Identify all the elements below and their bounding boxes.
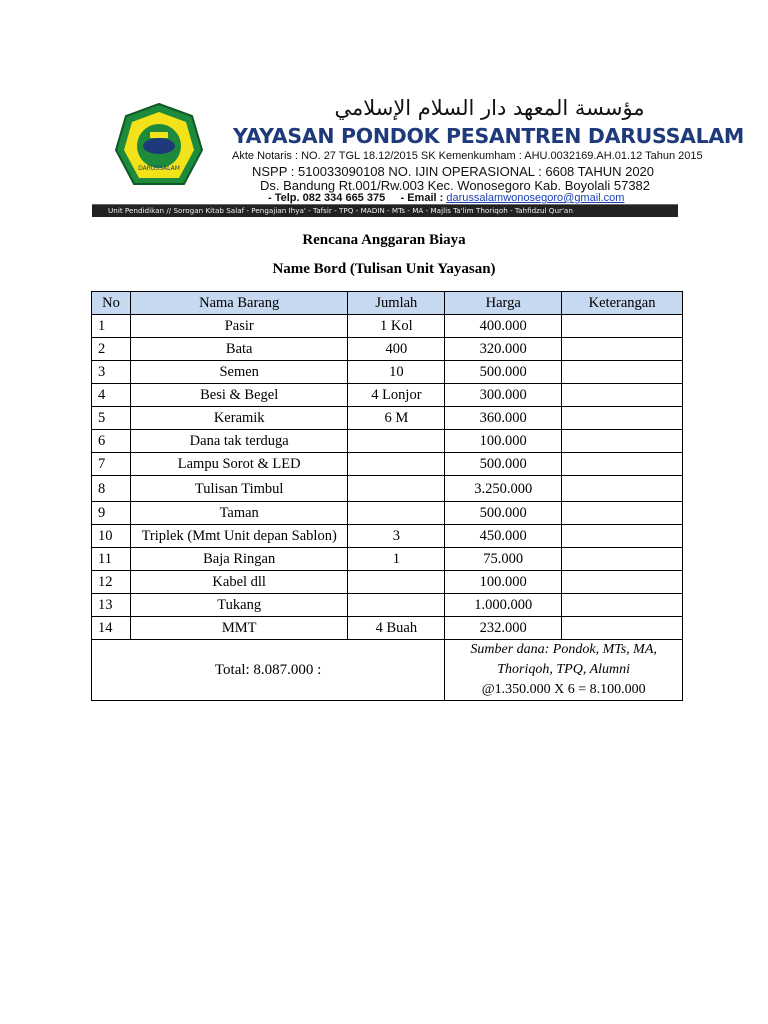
cell-harga: 75.000 <box>445 548 562 571</box>
cell-nama-barang: Tukang <box>130 594 347 617</box>
cell-jumlah: 400 <box>348 338 445 361</box>
cell-jumlah <box>348 571 445 594</box>
table-row <box>92 430 683 453</box>
cell-keterangan <box>562 315 683 338</box>
cell-nama-barang: Semen <box>130 361 347 384</box>
cell-harga: 100.000 <box>445 571 562 594</box>
cell-keterangan <box>562 407 683 430</box>
cell-nama-barang: Baja Ringan <box>130 548 347 571</box>
cell-jumlah <box>348 502 445 525</box>
cell-jumlah: 6 M <box>348 407 445 430</box>
cell-nama-barang: Lampu Sorot & LED <box>130 453 347 476</box>
cell-no: 10 <box>92 525 131 548</box>
cell-no: 8 <box>92 476 131 502</box>
cell-nama-barang: Besi & Begel <box>130 384 347 407</box>
cell-harga: 232.000 <box>445 617 562 640</box>
cell-nama-barang: Keramik <box>130 407 347 430</box>
table-row <box>92 361 683 384</box>
table-row <box>92 407 683 430</box>
cell-no: 5 <box>92 407 131 430</box>
cell-harga: 500.000 <box>445 453 562 476</box>
units-bar <box>92 204 678 217</box>
total-amount: Total: 8.087.000 : <box>92 640 445 701</box>
cell-keterangan <box>562 548 683 571</box>
cell-no: 7 <box>92 453 131 476</box>
cell-no: 14 <box>92 617 131 640</box>
cell-jumlah: 1 Kol <box>348 315 445 338</box>
table-row <box>92 525 683 548</box>
header-no: No <box>92 292 131 315</box>
cell-nama-barang: Pasir <box>130 315 347 338</box>
cell-harga: 450.000 <box>445 525 562 548</box>
cell-harga: 400.000 <box>445 315 562 338</box>
table-row <box>92 617 683 640</box>
cell-harga: 500.000 <box>445 502 562 525</box>
table-row <box>92 548 683 571</box>
table-row <box>92 571 683 594</box>
cell-no: 12 <box>92 571 131 594</box>
table-row <box>92 315 683 338</box>
table-row <box>92 338 683 361</box>
header-harga: Harga <box>445 292 562 315</box>
cell-jumlah: 10 <box>348 361 445 384</box>
cell-nama-barang: Triplek (Mmt Unit depan Sablon) <box>130 525 347 548</box>
cell-no: 11 <box>92 548 131 571</box>
funding-source-text: Sumber dana: Pondok, MTs, MA, Thoriqoh, TPQ, Alumni <box>470 642 657 677</box>
cell-no: 1 <box>92 315 131 338</box>
registration-line: NSPP : 510033090108 NO. IJIN OPERASIONAL : 6608 TAHUN 2020 <box>252 164 655 179</box>
header-nama-barang: Nama Barang <box>130 292 347 315</box>
cell-keterangan <box>562 476 683 502</box>
document-title: Rencana Anggaran Biaya <box>302 232 466 248</box>
cell-harga: 360.000 <box>445 407 562 430</box>
total-row <box>92 640 683 701</box>
cell-nama-barang: MMT <box>130 617 347 640</box>
phone-text: - Telp. 082 334 665 375 <box>268 192 386 204</box>
cell-jumlah: 4 Buah <box>348 617 445 640</box>
cell-keterangan <box>562 617 683 640</box>
cell-nama-barang: Tulisan Timbul <box>130 476 347 502</box>
email-link[interactable]: darussalamwonosegoro@gmail.com <box>446 192 625 204</box>
table-row <box>92 453 683 476</box>
cell-nama-barang: Dana tak terduga <box>130 430 347 453</box>
units-text: Unit Pendidikan // Sorogan Kitab Salaf - Pengajian Ihya' - Tafsir - TPQ - MADIN - MTs - MA - Majlis Ta'lim Thoriqoh - Tahfidzul Qur'an <box>108 206 573 215</box>
cell-jumlah <box>348 453 445 476</box>
cell-no: 9 <box>92 502 131 525</box>
cell-jumlah <box>348 476 445 502</box>
cell-jumlah: 3 <box>348 525 445 548</box>
table-row <box>92 594 683 617</box>
cell-nama-barang: Taman <box>130 502 347 525</box>
cell-nama-barang: Bata <box>130 338 347 361</box>
cell-keterangan <box>562 525 683 548</box>
cell-keterangan <box>562 594 683 617</box>
email-label: - Email : <box>400 192 444 204</box>
cell-keterangan <box>562 430 683 453</box>
cell-no: 2 <box>92 338 131 361</box>
cell-jumlah <box>348 430 445 453</box>
cell-keterangan <box>562 571 683 594</box>
cell-keterangan <box>562 384 683 407</box>
cell-keterangan <box>562 453 683 476</box>
header-jumlah: Jumlah <box>348 292 445 315</box>
cell-jumlah <box>348 594 445 617</box>
cell-harga: 1.000.000 <box>445 594 562 617</box>
funding-source <box>445 640 683 701</box>
cell-no: 3 <box>92 361 131 384</box>
cell-jumlah: 4 Lonjor <box>348 384 445 407</box>
cell-keterangan <box>562 502 683 525</box>
cell-keterangan <box>562 338 683 361</box>
budget-table <box>91 291 683 701</box>
funding-calculation: @1.350.000 X 6 = 8.100.000 <box>481 682 646 697</box>
table-header-row <box>92 292 683 315</box>
cell-nama-barang: Kabel dll <box>130 571 347 594</box>
document-subtitle: Name Bord (Tulisan Unit Yayasan) <box>272 261 496 277</box>
cell-no: 13 <box>92 594 131 617</box>
cell-harga: 500.000 <box>445 361 562 384</box>
cell-no: 6 <box>92 430 131 453</box>
cell-no: 4 <box>92 384 131 407</box>
cell-jumlah: 1 <box>348 548 445 571</box>
logo-text: DARUSSALAM <box>138 165 180 172</box>
cell-harga: 3.250.000 <box>445 476 562 502</box>
header-keterangan: Keterangan <box>562 292 683 315</box>
yayasan-logo <box>114 102 204 192</box>
cell-harga: 300.000 <box>445 384 562 407</box>
contact-line <box>268 192 624 204</box>
cell-harga: 320.000 <box>445 338 562 361</box>
table-row <box>92 502 683 525</box>
table-row <box>92 384 683 407</box>
cell-keterangan <box>562 361 683 384</box>
letterhead <box>92 92 745 218</box>
legal-line: Akte Notaris : NO. 27 TGL 18.12/2015 SK Kemenkumham : AHU.0032169.AH.01.12 Tahun 2015 <box>232 150 703 162</box>
cell-harga: 100.000 <box>445 430 562 453</box>
arabic-title: مؤسسة المعهد دار السلام الإسلامي <box>334 96 645 120</box>
org-name: YAYASAN PONDOK PESANTREN DARUSSALAM <box>233 124 745 148</box>
address-line: Ds. Bandung Rt.001/Rw.003 Kec. Wonosegoro Kab. Boyolali 57382 <box>260 178 651 193</box>
table-row <box>92 476 683 502</box>
